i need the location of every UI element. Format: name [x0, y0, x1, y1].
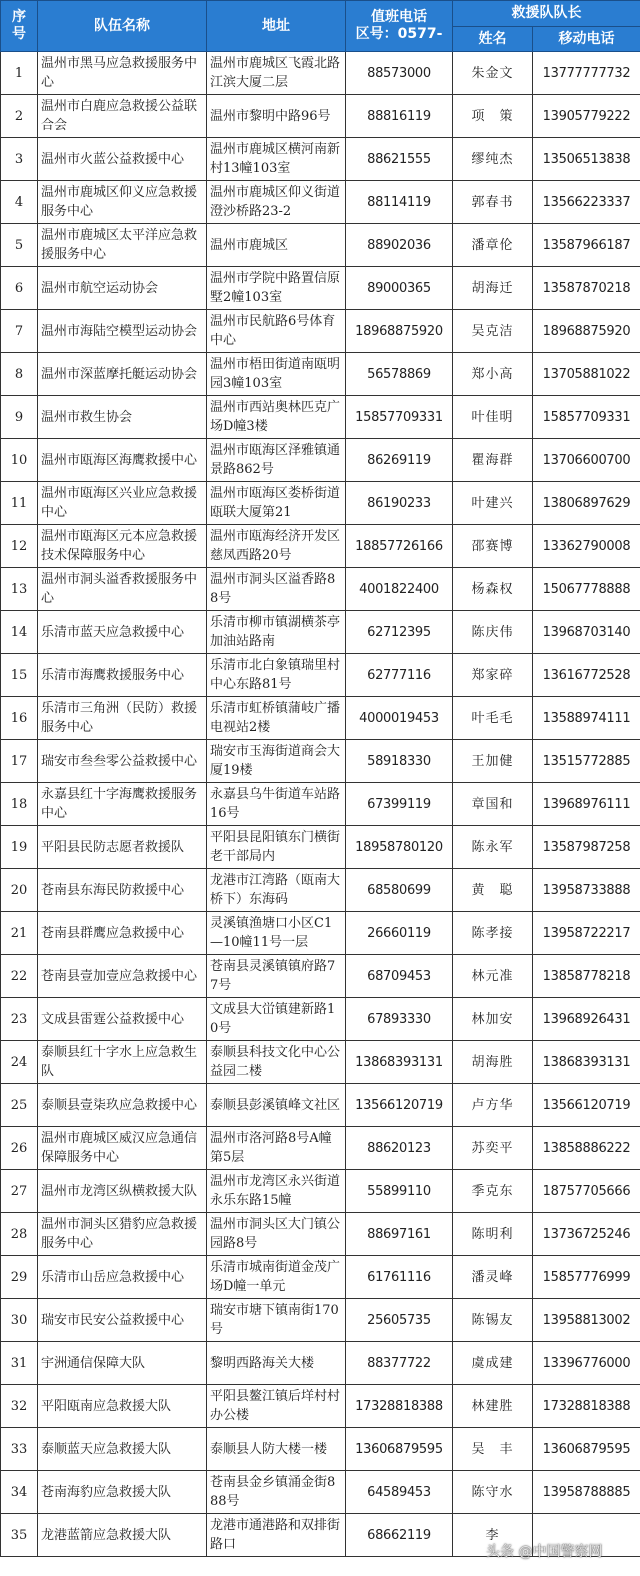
row-duty-phone: 88620123: [346, 1127, 453, 1170]
row-address: 瑞安市玉海街道商会大厦19楼: [207, 740, 346, 783]
row-leader-mobile: 13606879595: [533, 1428, 640, 1471]
row-team-name: 乐清市蓝天应急救援中心: [38, 611, 207, 654]
row-seq: 30: [1, 1299, 38, 1342]
table-row: [1, 224, 640, 267]
row-address: 龙港市通港路和双排街路口: [207, 1514, 346, 1557]
row-leader-mobile: 13362790008: [533, 525, 640, 568]
row-duty-phone: 13566120719: [346, 1084, 453, 1127]
table-row: [1, 525, 640, 568]
row-leader-name: 郑小高: [453, 353, 533, 396]
row-team-name: 平阳县民防志愿者救援队: [38, 826, 207, 869]
row-leader-name: 季克东: [453, 1170, 533, 1213]
row-address: 苍南县金乡镇涌金街888号: [207, 1471, 346, 1514]
row-duty-phone: 17328818388: [346, 1385, 453, 1428]
row-address: 乐清市虹桥镇蒲岐广播电视站2楼: [207, 697, 346, 740]
header-leader-mobile: 移动电话: [533, 27, 640, 52]
source-watermark: 头条 @中国警察网: [486, 1544, 603, 1560]
row-seq: 9: [1, 396, 38, 439]
table-row: [1, 998, 640, 1041]
table-row: [1, 1213, 640, 1256]
row-team-name: 温州市洞头区猎豹应急救援服务中心: [38, 1213, 207, 1256]
row-seq: 18: [1, 783, 38, 826]
row-leader-name: 缪纯杰: [453, 138, 533, 181]
row-team-name: 温州市鹿城区太平洋应急救援服务中心: [38, 224, 207, 267]
table-row: [1, 52, 640, 95]
row-leader-mobile: 13868393131: [533, 1041, 640, 1084]
row-seq: 2: [1, 95, 38, 138]
row-leader-mobile: 18757705666: [533, 1170, 640, 1213]
row-leader-name: 潘章伦: [453, 224, 533, 267]
row-duty-phone: 88114119: [346, 181, 453, 224]
row-seq: 21: [1, 912, 38, 955]
row-seq: 23: [1, 998, 38, 1041]
row-leader-name: 朱金文: [453, 52, 533, 95]
row-duty-phone: 26660119: [346, 912, 453, 955]
table-row: [1, 138, 640, 181]
table-row: [1, 955, 640, 998]
row-leader-name: 郭春书: [453, 181, 533, 224]
row-team-name: 温州市深蓝摩托艇运动协会: [38, 353, 207, 396]
row-duty-phone: 88816119: [346, 95, 453, 138]
row-team-name: 宇洲通信保障大队: [38, 1342, 207, 1385]
row-duty-phone: 88697161: [346, 1213, 453, 1256]
row-leader-mobile: 13705881022: [533, 353, 640, 396]
row-seq: 26: [1, 1127, 38, 1170]
row-team-name: 温州市海陆空模型运动协会: [38, 310, 207, 353]
row-duty-phone: 4000019453: [346, 697, 453, 740]
row-leader-name: 吴克洁: [453, 310, 533, 353]
row-leader-name: 陈明利: [453, 1213, 533, 1256]
row-leader-mobile: 18968875920: [533, 310, 640, 353]
row-team-name: 瑞安市民安公益救援中心: [38, 1299, 207, 1342]
row-leader-name: 瞿海群: [453, 439, 533, 482]
row-address: 泰顺县人防大楼一楼: [207, 1428, 346, 1471]
table-row: [1, 1041, 640, 1084]
row-duty-phone: 4001822400: [346, 568, 453, 611]
row-seq: 31: [1, 1342, 38, 1385]
table-row: [1, 482, 640, 525]
row-address: 龙港市江湾路（瓯南大桥下）东海码: [207, 869, 346, 912]
row-address: 温州市学院中路置信原墅2幢103室: [207, 267, 346, 310]
row-leader-mobile: 13905779222: [533, 95, 640, 138]
row-leader-mobile: 13958788885: [533, 1471, 640, 1514]
row-seq: 4: [1, 181, 38, 224]
row-seq: 20: [1, 869, 38, 912]
table-row: [1, 1299, 640, 1342]
row-duty-phone: 18968875920: [346, 310, 453, 353]
row-leader-mobile: [533, 1514, 640, 1557]
row-team-name: 乐清市三角洲（民防）救援服务中心: [38, 697, 207, 740]
row-leader-name: 叶毛毛: [453, 697, 533, 740]
row-duty-phone: 86190233: [346, 482, 453, 525]
row-leader-mobile: 13736725246: [533, 1213, 640, 1256]
table-row: [1, 181, 640, 224]
row-team-name: 温州市白鹿应急救援公益联合会: [38, 95, 207, 138]
header-duty-phone-line1: 值班电话: [371, 9, 427, 25]
row-address: 温州市龙湾区永兴街道永乐东路15幢: [207, 1170, 346, 1213]
row-duty-phone: 25605735: [346, 1299, 453, 1342]
row-duty-phone: 15857709331: [346, 396, 453, 439]
row-leader-name: 吴 丰: [453, 1428, 533, 1471]
row-duty-phone: 89000365: [346, 267, 453, 310]
row-leader-mobile: 13566223337: [533, 181, 640, 224]
table-row: [1, 1385, 640, 1428]
row-seq: 29: [1, 1256, 38, 1299]
row-address: 温州市洛河路8号A幢第5层: [207, 1127, 346, 1170]
table-row: [1, 783, 640, 826]
row-duty-phone: 68580699: [346, 869, 453, 912]
row-address: 文成县大峃镇建新路10号: [207, 998, 346, 1041]
row-team-name: 苍南县东海民防救援中心: [38, 869, 207, 912]
table-row: [1, 353, 640, 396]
row-duty-phone: 13868393131: [346, 1041, 453, 1084]
row-address: 乐清市柳市镇湖横茶亭加油站路南: [207, 611, 346, 654]
table-row: [1, 1256, 640, 1299]
row-seq: 22: [1, 955, 38, 998]
row-seq: 14: [1, 611, 38, 654]
row-leader-mobile: 13777777732: [533, 52, 640, 95]
row-address: 温州市瓯海经济开发区慈凤西路20号: [207, 525, 346, 568]
row-leader-name: 叶建兴: [453, 482, 533, 525]
row-address: 温州市黎明中路96号: [207, 95, 346, 138]
row-team-name: 苍南海豹应急救援大队: [38, 1471, 207, 1514]
row-team-name: 温州市龙湾区纵横救援大队: [38, 1170, 207, 1213]
row-duty-phone: 88377722: [346, 1342, 453, 1385]
row-team-name: 瑞安市叁叁零公益救援中心: [38, 740, 207, 783]
row-seq: 11: [1, 482, 38, 525]
row-leader-mobile: 13506513838: [533, 138, 640, 181]
row-address: 温州市瓯海区泽雅镇通景路862号: [207, 439, 346, 482]
row-leader-name: 陈永军: [453, 826, 533, 869]
row-seq: 19: [1, 826, 38, 869]
row-team-name: 泰顺县红十字水上应急救生队: [38, 1041, 207, 1084]
table-row: [1, 267, 640, 310]
row-team-name: 平阳瓯南应急救援大队: [38, 1385, 207, 1428]
row-leader-name: 李: [453, 1514, 533, 1557]
table-row: [1, 439, 640, 482]
row-leader-name: 黄 聪: [453, 869, 533, 912]
table-row: [1, 568, 640, 611]
row-leader-name: 陈守水: [453, 1471, 533, 1514]
row-leader-name: 卢方华: [453, 1084, 533, 1127]
row-address: 温州市梧田街道南瓯明园3幢103室: [207, 353, 346, 396]
row-leader-name: 林加安: [453, 998, 533, 1041]
row-leader-mobile: 13588974111: [533, 697, 640, 740]
row-duty-phone: 13606879595: [346, 1428, 453, 1471]
row-address: 乐清市北白象镇瑞里村中心东路81号: [207, 654, 346, 697]
row-seq: 13: [1, 568, 38, 611]
row-seq: 35: [1, 1514, 38, 1557]
row-address: 温州市鹿城区飞霞北路江滨大厦二层: [207, 52, 346, 95]
row-leader-mobile: 13858886222: [533, 1127, 640, 1170]
row-leader-mobile: 13806897629: [533, 482, 640, 525]
row-seq: 5: [1, 224, 38, 267]
header-duty-phone-line2: 区号：0577-: [355, 26, 443, 42]
table-row: [1, 1084, 640, 1127]
row-address: 泰顺县科技文化中心公益园二楼: [207, 1041, 346, 1084]
row-team-name: 温州市黑马应急救援服务中心: [38, 52, 207, 95]
row-leader-mobile: 13706600700: [533, 439, 640, 482]
row-team-name: 温州市救生协会: [38, 396, 207, 439]
row-duty-phone: 86269119: [346, 439, 453, 482]
table-row: [1, 1514, 640, 1557]
row-seq: 7: [1, 310, 38, 353]
row-address: 温州市洞头区大门镇公园路8号: [207, 1213, 346, 1256]
row-duty-phone: 67893330: [346, 998, 453, 1041]
row-address: 黎明西路海关大楼: [207, 1342, 346, 1385]
row-team-name: 乐清市山岳应急救援中心: [38, 1256, 207, 1299]
row-leader-name: 林建胜: [453, 1385, 533, 1428]
table-row: [1, 654, 640, 697]
row-leader-name: 叶佳明: [453, 396, 533, 439]
row-seq: 32: [1, 1385, 38, 1428]
row-duty-phone: 68709453: [346, 955, 453, 998]
row-team-name: 温州市洞头溢香救援服务中心: [38, 568, 207, 611]
row-leader-mobile: 13616772528: [533, 654, 640, 697]
table-body: [1, 52, 640, 1557]
row-leader-name: 苏奕平: [453, 1127, 533, 1170]
table-row: [1, 1471, 640, 1514]
row-address: 灵溪镇渔塘口小区C1—10幢11号一层: [207, 912, 346, 955]
row-team-name: 温州市火蓝公益救援中心: [38, 138, 207, 181]
table-row: [1, 1170, 640, 1213]
row-team-name: 文成县雷霆公益救援中心: [38, 998, 207, 1041]
row-team-name: 乐清市海鹰救援服务中心: [38, 654, 207, 697]
row-leader-name: 项 策: [453, 95, 533, 138]
table-row: [1, 95, 640, 138]
row-duty-phone: 88573000: [346, 52, 453, 95]
row-leader-mobile: 13958813002: [533, 1299, 640, 1342]
row-address: 温州市鹿城区仰义街道澄沙桥路23-2: [207, 181, 346, 224]
row-leader-mobile: 13958722217: [533, 912, 640, 955]
row-leader-name: 陈庆伟: [453, 611, 533, 654]
row-leader-mobile: 13566120719: [533, 1084, 640, 1127]
table-row: [1, 826, 640, 869]
row-seq: 12: [1, 525, 38, 568]
row-seq: 8: [1, 353, 38, 396]
row-seq: 17: [1, 740, 38, 783]
row-address: 苍南县灵溪镇镇府路77号: [207, 955, 346, 998]
row-team-name: 温州市瓯海区海鹰救援中心: [38, 439, 207, 482]
row-leader-name: 邵赛博: [453, 525, 533, 568]
row-leader-name: 陈锡友: [453, 1299, 533, 1342]
row-address: 平阳县昆阳镇东门横街老干部局内: [207, 826, 346, 869]
row-seq: 28: [1, 1213, 38, 1256]
row-address: 瑞安市塘下镇南街170号: [207, 1299, 346, 1342]
row-team-name: 温州市瓯海区兴业应急救援中心: [38, 482, 207, 525]
row-leader-mobile: 15857709331: [533, 396, 640, 439]
table-row: [1, 611, 640, 654]
row-leader-name: 胡海迁: [453, 267, 533, 310]
row-leader-name: 章国和: [453, 783, 533, 826]
row-seq: 24: [1, 1041, 38, 1084]
table-row: [1, 1428, 640, 1471]
row-duty-phone: 55899110: [346, 1170, 453, 1213]
table-row: [1, 1127, 640, 1170]
row-leader-mobile: 13515772885: [533, 740, 640, 783]
row-duty-phone: 62777116: [346, 654, 453, 697]
row-address: 温州市西站奥林匹克广场D幢3楼: [207, 396, 346, 439]
header-team-name: 队伍名称: [38, 1, 207, 52]
row-leader-name: 陈孝接: [453, 912, 533, 955]
row-address: 温州市瓯海区娄桥街道瓯联大厦第21: [207, 482, 346, 525]
row-seq: 34: [1, 1471, 38, 1514]
row-duty-phone: 18857726166: [346, 525, 453, 568]
row-seq: 27: [1, 1170, 38, 1213]
row-address: 温州市鹿城区: [207, 224, 346, 267]
header-leader-name: 姓名: [453, 27, 533, 52]
row-address: 温州市洞头区溢香路88号: [207, 568, 346, 611]
row-address: 温州市民航路6号体育中心: [207, 310, 346, 353]
row-team-name: 泰顺蓝天应急救援大队: [38, 1428, 207, 1471]
row-leader-name: 虞成建: [453, 1342, 533, 1385]
row-duty-phone: 58918330: [346, 740, 453, 783]
row-seq: 25: [1, 1084, 38, 1127]
row-seq: 10: [1, 439, 38, 482]
row-leader-mobile: 13587966187: [533, 224, 640, 267]
row-leader-mobile: 17328818388: [533, 1385, 640, 1428]
row-seq: 16: [1, 697, 38, 740]
header-address: 地址: [207, 1, 346, 52]
row-duty-phone: 62712395: [346, 611, 453, 654]
row-leader-mobile: 13858778218: [533, 955, 640, 998]
header-duty-phone: [346, 1, 453, 52]
row-leader-mobile: 15857776999: [533, 1256, 640, 1299]
row-duty-phone: 18958780120: [346, 826, 453, 869]
table-row: [1, 396, 640, 439]
row-team-name: 苍南县壹加壹应急救援中心: [38, 955, 207, 998]
header-seq: 序号: [1, 1, 38, 52]
row-leader-mobile: 13968976111: [533, 783, 640, 826]
table-row: [1, 869, 640, 912]
row-seq: 1: [1, 52, 38, 95]
row-leader-mobile: 13587987258: [533, 826, 640, 869]
row-address: 乐清市城南街道金茂广场D幢一单元: [207, 1256, 346, 1299]
table-header: [1, 1, 640, 52]
row-team-name: 苍南县群鹰应急救援中心: [38, 912, 207, 955]
row-seq: 15: [1, 654, 38, 697]
row-team-name: 泰顺县壹柒玖应急救援中心: [38, 1084, 207, 1127]
row-leader-mobile: 13968703140: [533, 611, 640, 654]
table-row: [1, 1342, 640, 1385]
row-team-name: 温州市瓯海区元本应急救援技术保障服务中心: [38, 525, 207, 568]
row-leader-name: 潘灵峰: [453, 1256, 533, 1299]
row-leader-mobile: 13958733888: [533, 869, 640, 912]
row-leader-name: 郑家碎: [453, 654, 533, 697]
row-address: 永嘉县乌牛街道车站路16号: [207, 783, 346, 826]
table-row: [1, 697, 640, 740]
row-duty-phone: 64589453: [346, 1471, 453, 1514]
row-address: 温州市鹿城区横河南新村13幢103室: [207, 138, 346, 181]
row-leader-name: 王加健: [453, 740, 533, 783]
table-row: [1, 310, 640, 353]
row-team-name: 温州市航空运动协会: [38, 267, 207, 310]
row-duty-phone: 88902036: [346, 224, 453, 267]
row-seq: 6: [1, 267, 38, 310]
row-leader-mobile: 13587870218: [533, 267, 640, 310]
row-duty-phone: 67399119: [346, 783, 453, 826]
row-leader-name: 杨森权: [453, 568, 533, 611]
row-seq: 3: [1, 138, 38, 181]
row-duty-phone: 61761116: [346, 1256, 453, 1299]
row-duty-phone: 56578869: [346, 353, 453, 396]
row-address: 泰顺县彭溪镇峰文社区: [207, 1084, 346, 1127]
row-address: 平阳县鳌江镇后垟村村办公楼: [207, 1385, 346, 1428]
row-leader-name: 林元准: [453, 955, 533, 998]
row-seq: 33: [1, 1428, 38, 1471]
row-duty-phone: 88621555: [346, 138, 453, 181]
row-team-name: 龙港蓝箭应急救援大队: [38, 1514, 207, 1557]
table-row: [1, 740, 640, 783]
row-team-name: 温州市鹿城区仰义应急救援服务中心: [38, 181, 207, 224]
row-leader-mobile: 13396776000: [533, 1342, 640, 1385]
row-team-name: 永嘉县红十字海鹰救援服务中心: [38, 783, 207, 826]
row-team-name: 温州市鹿城区威汉应急通信保障服务中心: [38, 1127, 207, 1170]
table-row: [1, 912, 640, 955]
row-leader-name: 胡海胜: [453, 1041, 533, 1084]
row-leader-mobile: 13968926431: [533, 998, 640, 1041]
header-leader-group: 救援队队长: [453, 1, 640, 27]
row-duty-phone: 68662119: [346, 1514, 453, 1557]
row-leader-mobile: 15067778888: [533, 568, 640, 611]
